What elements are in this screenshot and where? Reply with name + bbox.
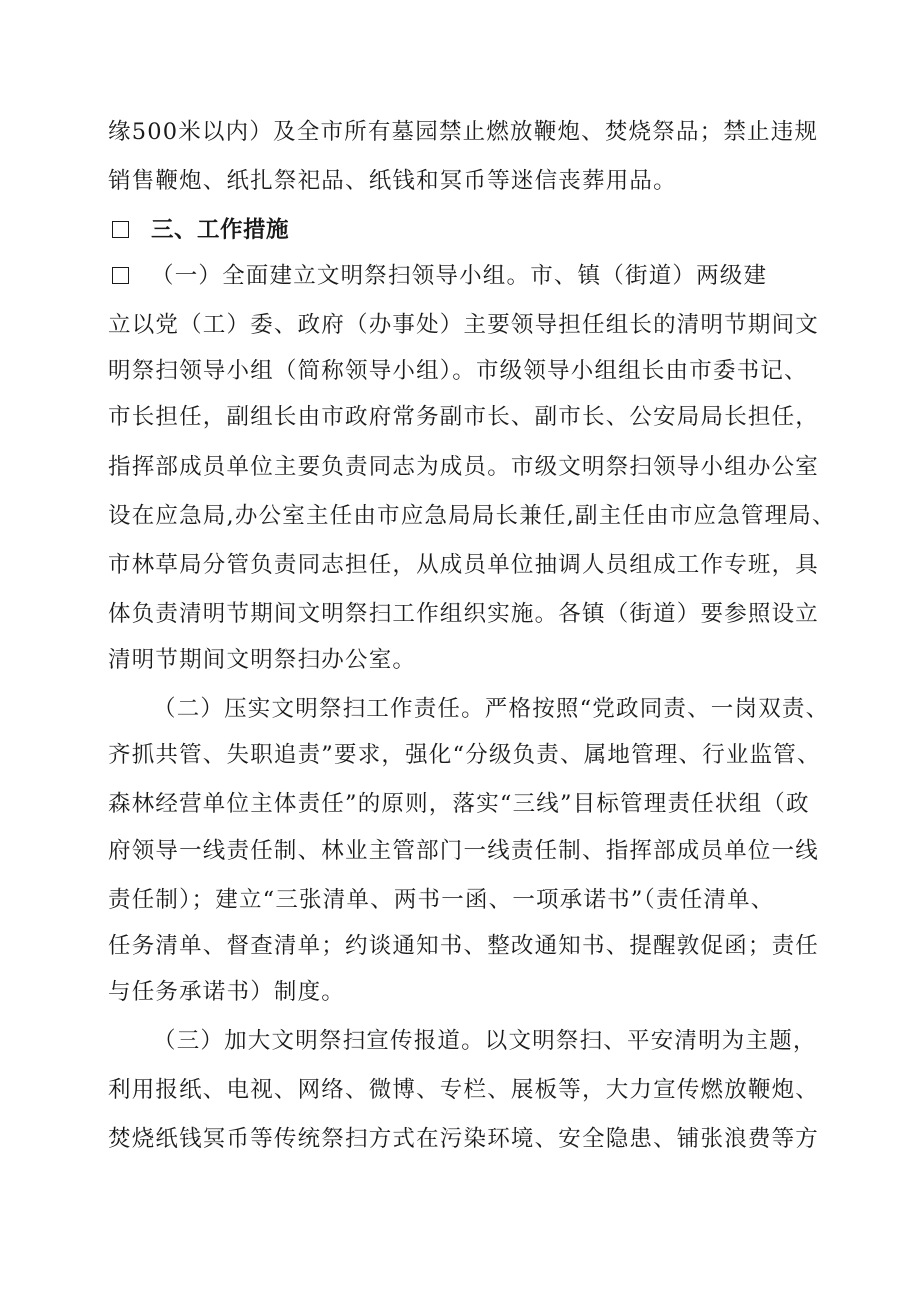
paragraph-line: 缘500米以内）及全市所有墓园禁止燃放鞭炮、焚烧祭品；禁止违规 (108, 119, 819, 145)
paragraph-line: 销售鞭炮、纸扎祭祀品、纸钱和冥币等迷信丧葬用品。 (108, 168, 677, 194)
paragraph-line: 设在应急局,办公室主任由市应急局局长兼任,副主任由市应急管理局、 (108, 503, 836, 529)
paragraph-line: 利用报纸、电视、网络、微博、专栏、展板等，大力宣传燃放鞭炮、 (108, 1077, 820, 1103)
paragraph-line (112, 261, 767, 291)
checkbox-icon (112, 221, 129, 238)
paragraph-line-text: （一）全面建立文明祭扫领导小组。市、镇（街道）两级建 (151, 263, 768, 289)
paragraph-line: 立以党（工）委、政府（办事处）主要领导担任组长的清明节期间文 (108, 312, 820, 338)
checkbox-icon (112, 267, 129, 284)
paragraph-line: 明祭扫领导小组（简称领导小组）。市级领导小组组长由市委书记、 (108, 358, 808, 384)
paragraph-line: 齐抓共管、失职追责”要求，强化“分级负责、属地管理、行业监管、 (108, 742, 821, 768)
paragraph-line: 焚烧纸钱冥币等传统祭扫方式在污染环境、安全隐患、铺张浪费等方 (108, 1126, 820, 1152)
paragraph-line: 任务清单、督查清单；约谈通知书、整改通知书、提醒敦促函；责任 (108, 933, 820, 959)
paragraph-line: 森林经营单位主体责任”的原则，落实“三线”目标管理责任状组（政 (108, 791, 810, 817)
paragraph-line: 清明节期间文明祭扫办公室。 (108, 647, 417, 673)
section-heading (112, 215, 289, 245)
paragraph-line: 市长担任，副组长由市政府常务副市长、副市长、公安局局长担任， (108, 404, 820, 430)
paragraph-line: （三）加大文明祭扫宣传报道。以文明祭扫、平安清明为主题， (153, 1028, 817, 1054)
paragraph-line: 体负责清明节期间文明祭扫工作组织实施。各镇（街道）要参照设立 (108, 601, 820, 627)
paragraph-line: 责任制）；建立“三张清单、两书一函、一项承诺书”（责任清单、 (108, 887, 775, 913)
paragraph-line: 府领导一线责任制、林业主管部门一线责任制、指挥部成员单位一线 (108, 838, 820, 864)
paragraph-line: 指挥部成员单位主要负责同志为成员。市级文明祭扫领导小组办公室 (108, 454, 820, 480)
paragraph-line: 市林草局分管负责同志担任，从成员单位抽调人员组成工作专班，具 (108, 552, 820, 578)
paragraph-line: （二）压实文明祭扫工作责任。严格按照“党政同责、一岗双责、 (153, 696, 830, 722)
paragraph-line: 与任务承诺书）制度。 (108, 979, 346, 1005)
section-heading-text: 三、工作措施 (151, 217, 290, 243)
